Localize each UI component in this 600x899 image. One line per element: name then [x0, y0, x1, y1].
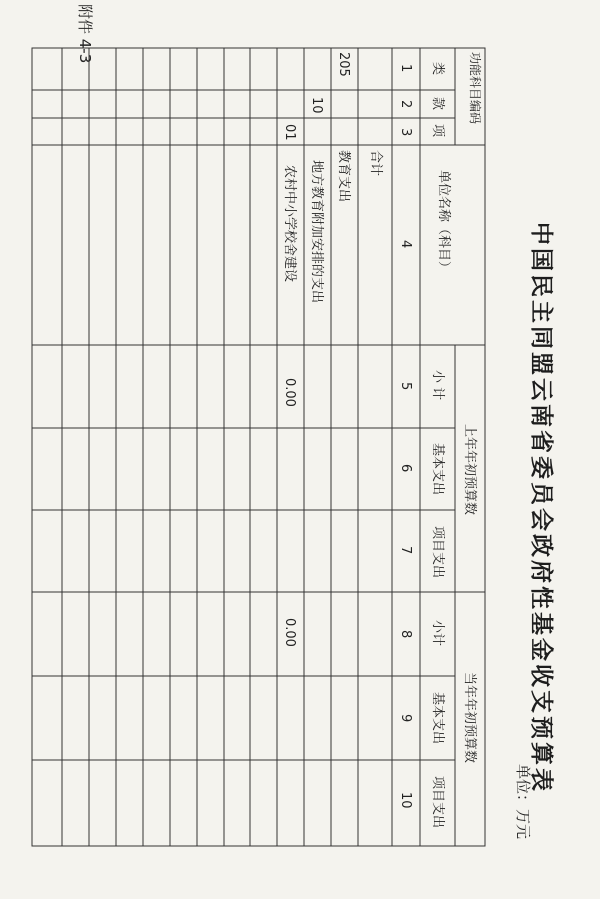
col-number-3: 3 — [398, 128, 413, 137]
unit-label: 单位：万元 — [514, 764, 532, 840]
header-xiang: 项 — [430, 124, 445, 138]
col-number-1: 1 — [398, 64, 413, 73]
attachment-label: 附件 4-3 — [76, 4, 94, 64]
row-name: 农村中小学校舍建设 — [282, 165, 297, 283]
header-project-prev: 项目支出 — [430, 526, 445, 579]
header-basic-curr: 基本支出 — [430, 692, 445, 745]
col-number-4: 4 — [398, 240, 413, 249]
row-xiang: 01 — [282, 124, 297, 141]
col-number-2: 2 — [398, 100, 413, 109]
col-number-6: 6 — [398, 464, 413, 473]
header-subtotal-prev: 小 计 — [430, 370, 445, 401]
header-subtotal-curr: 小计 — [430, 620, 445, 647]
header-project-curr: 项目支出 — [430, 776, 445, 829]
table-border — [32, 48, 485, 846]
col-number-5: 5 — [398, 382, 413, 391]
header-unit-name: 单位名称（科目） — [436, 170, 451, 275]
page-title: 中国民主同盟云南省委员会政府性基金收支预算表 — [528, 222, 554, 794]
row-kuan: 10 — [309, 97, 324, 114]
row-name: 教育支出 — [336, 150, 351, 203]
header-prev-year: 上年年初预算数 — [462, 424, 477, 516]
header-kuan: 款 — [430, 97, 445, 111]
header-curr-year: 当年年初预算数 — [462, 672, 477, 764]
col-number-7: 7 — [398, 546, 413, 555]
row-name: 地方教育附加安排的支出 — [309, 160, 324, 304]
row-name: 合计 — [368, 150, 383, 177]
col-number-10: 10 — [398, 792, 413, 809]
col-number-8: 8 — [398, 630, 413, 639]
header-lei: 类 — [430, 62, 445, 76]
header-basic-prev: 基本支出 — [430, 443, 445, 496]
row-curr-subtotal: 0.00 — [282, 618, 297, 647]
col-number-9: 9 — [398, 714, 413, 723]
header-func-code: 功能科目编码 — [468, 52, 482, 125]
row-prev-subtotal: 0.00 — [282, 378, 297, 407]
row-lei: 205 — [336, 52, 351, 77]
